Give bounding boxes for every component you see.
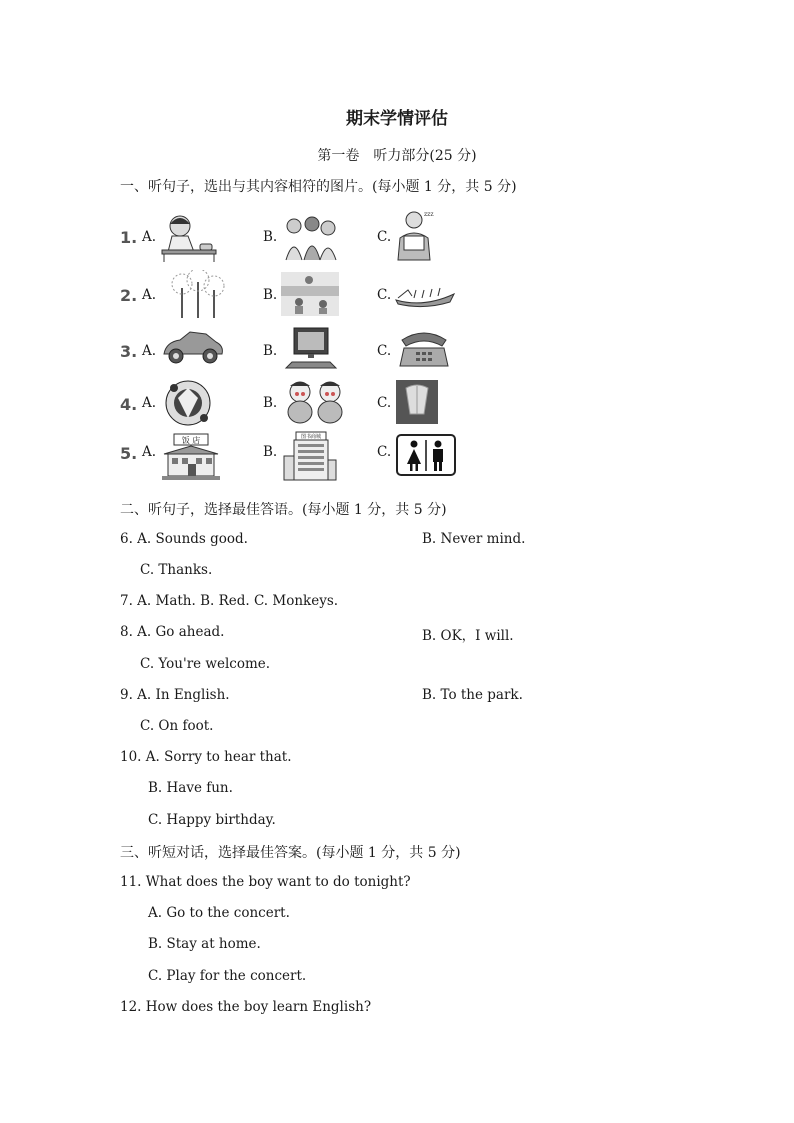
q5-option-c: C. xyxy=(377,444,392,460)
section1-heading: 一、听句子，选出与其内容相符的图片。(每小题 1 分，共 5 分) xyxy=(120,179,517,195)
q6-option-c: C. Thanks. xyxy=(140,562,213,578)
q5-number: 5. xyxy=(120,444,138,463)
q8-option-a: 8. A. Go ahead. xyxy=(120,624,225,640)
computer-picture xyxy=(284,326,340,370)
q3-number: 3. xyxy=(120,342,138,361)
man-reading-picture xyxy=(394,208,436,264)
q6-option-b: B. Never mind. xyxy=(422,531,526,547)
q1-option-a: A. xyxy=(142,229,157,245)
section3-heading: 三、听短对话，选择最佳答案。(每小题 1 分，共 5 分) xyxy=(120,845,461,861)
q1-option-c: C. xyxy=(377,229,392,245)
q4-option-a: A. xyxy=(142,395,157,411)
tall-building-picture xyxy=(282,430,338,482)
q2-option-a: A. xyxy=(142,287,157,303)
q4-number: 4. xyxy=(120,395,138,414)
page-title: 期末学情评估 xyxy=(346,109,448,129)
q9-option-b: B. To the park. xyxy=(422,687,523,703)
q1-option-b: B. xyxy=(263,229,278,245)
sky-lantern-picture xyxy=(396,380,438,424)
car-picture xyxy=(160,328,226,368)
q12-stem: 12. How does the boy learn English? xyxy=(120,999,372,1015)
q8-option-b: B. OK，I will. xyxy=(422,628,514,644)
clay-dolls-picture xyxy=(284,378,346,424)
q3-option-c: C. xyxy=(377,343,392,359)
hotel-building-picture xyxy=(162,432,220,480)
q7-line: 7. A. Math. B. Red. C. Monkeys. xyxy=(120,593,339,609)
page-subtitle: 第一卷 听力部分(25 分) xyxy=(317,148,477,164)
beach-scene-picture xyxy=(281,272,339,316)
q2-option-b: B. xyxy=(263,287,278,303)
q11-option-b: B. Stay at home. xyxy=(148,936,261,952)
family-group-picture xyxy=(282,212,340,262)
q11-option-a: A. Go to the concert. xyxy=(148,905,290,921)
q9-option-c: C. On foot. xyxy=(140,718,214,734)
svg-text:zzz: zzz xyxy=(424,211,434,218)
q3-option-b: B. xyxy=(263,343,278,359)
dragon-boat-picture xyxy=(394,280,456,310)
q10-option-c: C. Happy birthday. xyxy=(148,812,276,828)
q6-option-a: 6. A. Sounds good. xyxy=(120,531,248,547)
building-sign-text: 图书商城 xyxy=(300,434,322,440)
q11-stem: 11. What does the boy want to do tonight? xyxy=(120,874,411,890)
q4-option-c: C. xyxy=(377,395,392,411)
telephone-picture xyxy=(396,328,452,368)
q3-option-a: A. xyxy=(142,343,157,359)
paper-cutting-picture xyxy=(162,378,214,428)
q10-option-b: B. Have fun. xyxy=(148,780,233,796)
q8-option-c: C. You're welcome. xyxy=(140,656,271,672)
q5-option-a: A. xyxy=(142,444,157,460)
restroom-sign-picture xyxy=(396,434,456,476)
section2-heading: 二、听句子，选择最佳答语。(每小题 1 分，共 5 分) xyxy=(120,502,447,518)
q10-option-a: 10. A. Sorry to hear that. xyxy=(120,749,292,765)
girl-writing-at-desk-picture xyxy=(160,210,226,262)
autumn-trees-picture xyxy=(168,270,226,320)
q9-option-a: 9. A. In English. xyxy=(120,687,230,703)
q2-option-c: C. xyxy=(377,287,392,303)
q1-number: 1. xyxy=(120,228,138,247)
q5-option-b: B. xyxy=(263,444,278,460)
hotel-sign-text: 饭 店 xyxy=(181,436,201,445)
q11-option-c: C. Play for the concert. xyxy=(148,968,307,984)
q4-option-b: B. xyxy=(263,395,278,411)
q2-number: 2. xyxy=(120,286,138,305)
